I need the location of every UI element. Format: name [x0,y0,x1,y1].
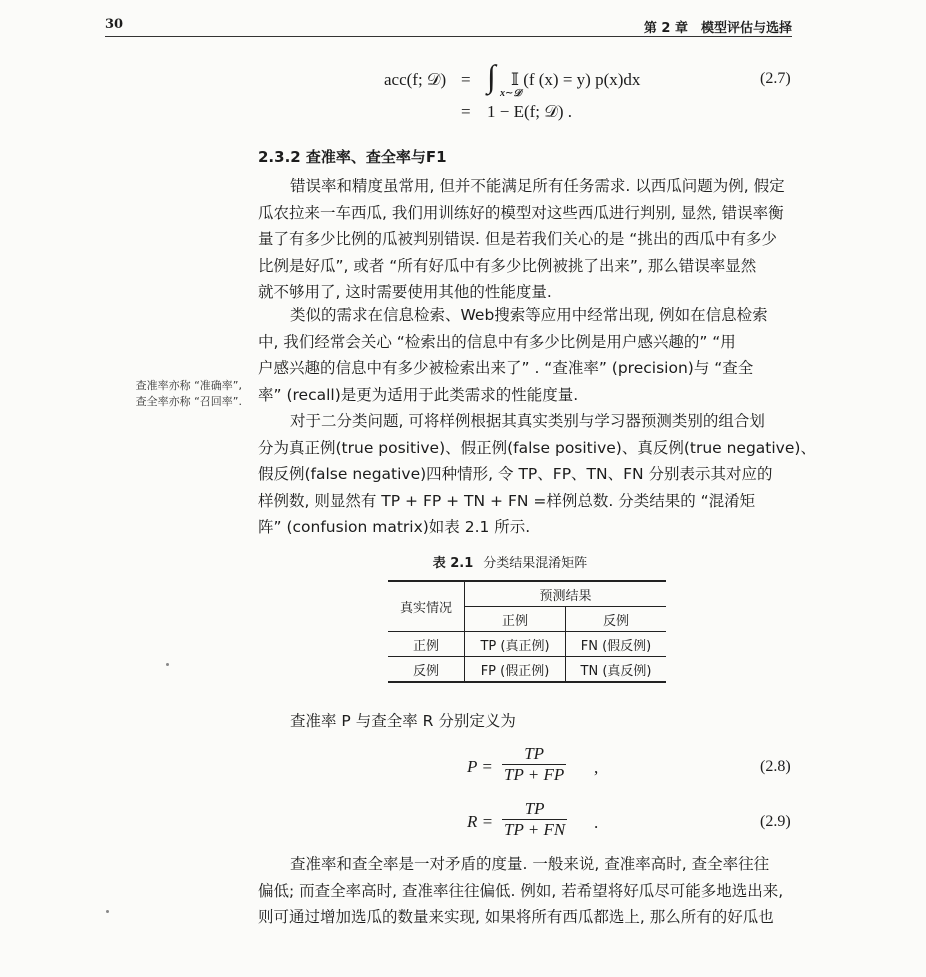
eq-2-9-number: (2.9) [760,813,791,830]
eq-2-8-lhs: P = [467,757,493,776]
table-col-positive: 正例 [465,607,566,632]
table-cell: FN (假反例) [566,632,667,657]
eq-2-9-fraction [502,799,567,840]
text-line: 对于二分类问题, 可将样例根据其真实类别与学习器预测类别的组合划 [290,412,765,430]
text-line: 阵” (confusion matrix)如表 2.1 所示. [258,518,531,536]
table-col-negative: 反例 [566,607,667,632]
section-heading: 2.3.2 查准率、查全率与F1 [258,148,447,166]
margin-note-line: 查全率亦称 “召回率”. [135,395,242,408]
table-caption-text: 分类结果混淆矩阵 [483,556,588,571]
text-line: 就不够用了, 这时需要使用其他的性能度量. [258,283,552,301]
text-line: 户感兴趣的信息中有多少被检索出来了” . “查准率” (precision)与 “查全 [258,359,754,377]
eq-2-8-denominator: TP + FP [504,765,565,784]
integral-subscript: x∼𝒟 [500,88,522,99]
paragraph-2 [258,302,794,408]
text-line: 假反例(false negative)四种情形, 令 TP、FP、TN、FN 分别表示其对应的 [258,465,773,483]
table-row [388,657,666,683]
eq-2-9-denominator: TP + FN [504,820,566,839]
table-caption-label: 表 2.1 [432,556,474,571]
table-cell: TN (真反例) [566,657,667,683]
eq-2-7-equals-2: = [461,102,471,121]
eq-2-8-numerator: TP [524,744,545,763]
eq-2-7-rhs2: 1 − E(f; 𝒟) . [487,102,572,121]
margin-note [112,378,242,410]
eq-2-7-rhs1: 𝕀 (f (x) = y) p(x)dx [511,70,641,89]
page-number: 30 [105,17,124,32]
confusion-matrix-table [388,580,666,683]
text-line: 率” (recall)是更为适用于此类需求的性能度量. [258,385,579,404]
text-line: 则可通过增加选瓜的数量来实现, 如果将所有西瓜都选上, 那么所有的好瓜也 [258,908,774,926]
integral-sign: ∫ [487,58,496,94]
table-row [388,632,666,657]
chapter-title: 第 2 章 模型评估与选择 [643,21,792,36]
text-line: 查准率 P 与查全率 R 分别定义为 [290,712,516,730]
text-line: 错误率和精度虽常用, 但并不能满足所有任务需求. 以西瓜问题为例, 假定 [290,177,785,195]
paragraph-4 [258,708,794,735]
table-row-label: 反例 [388,657,465,683]
text-line: 比例是好瓜”, 或者 “所有好瓜中有多少比例被挑了出来”, 那么错误率显然 [258,256,757,275]
eq-2-7-equals: = [461,70,471,89]
text-line: 样例数, 则显然有 TP + FP + TN + FN =样例总数. 分类结果的 “混淆矩 [258,491,756,510]
eq-2-8-number: (2.8) [760,758,791,775]
table-pred-header: 预测结果 [465,581,667,607]
text-line: 查准率和查全率是一对矛盾的度量. 一般来说, 查准率高时, 查全率往往 [290,855,770,873]
eq-2-7-number: (2.7) [760,70,791,87]
table-caption [360,552,660,571]
table-row-label: 正例 [388,632,465,657]
eq-2-8-fraction [502,744,566,785]
text-line: 量了有多少比例的瓜被判别错误. 但是若我们关心的是 “挑出的西瓜中有多少 [258,230,777,248]
table-cell: FP (假正例) [465,657,566,683]
text-line: 偏低; 而查全率高时, 查准率往往偏低. 例如, 若希望将好瓜尽可能多地选出来, [258,881,784,900]
table-corner-cell: 真实情况 [388,581,465,632]
eq-2-8-tail: , [594,758,599,777]
text-line: 中, 我们经常会关心 “检索出的信息中有多少比例是用户感兴趣的” “用 [258,332,736,351]
text-line: 分为真正例(true positive)、假正例(false positive)、真反例(true negative)、 [258,438,816,457]
eq-2-9-lhs: R = [467,812,494,831]
text-line: 类似的需求在信息检索、Web搜索等应用中经常出现, 例如在信息检索 [290,306,768,324]
scan-speck [166,663,169,666]
text-line: 瓜农拉来一车西瓜, 我们用训练好的模型对这些西瓜进行判别, 显然, 错误率衡 [258,203,784,222]
paragraph-1 [258,173,794,306]
margin-note-line: 查准率亦称 “准确率”, [135,379,242,392]
paragraph-5 [258,851,794,931]
eq-2-9-numerator: TP [524,799,545,818]
eq-2-7-lhs: acc(f; 𝒟) [384,70,447,89]
table-cell: TP (真正例) [465,632,566,657]
header-rule [105,36,792,37]
scan-speck [106,910,109,913]
paragraph-3 [258,408,816,541]
eq-2-9-tail: . [594,813,599,832]
